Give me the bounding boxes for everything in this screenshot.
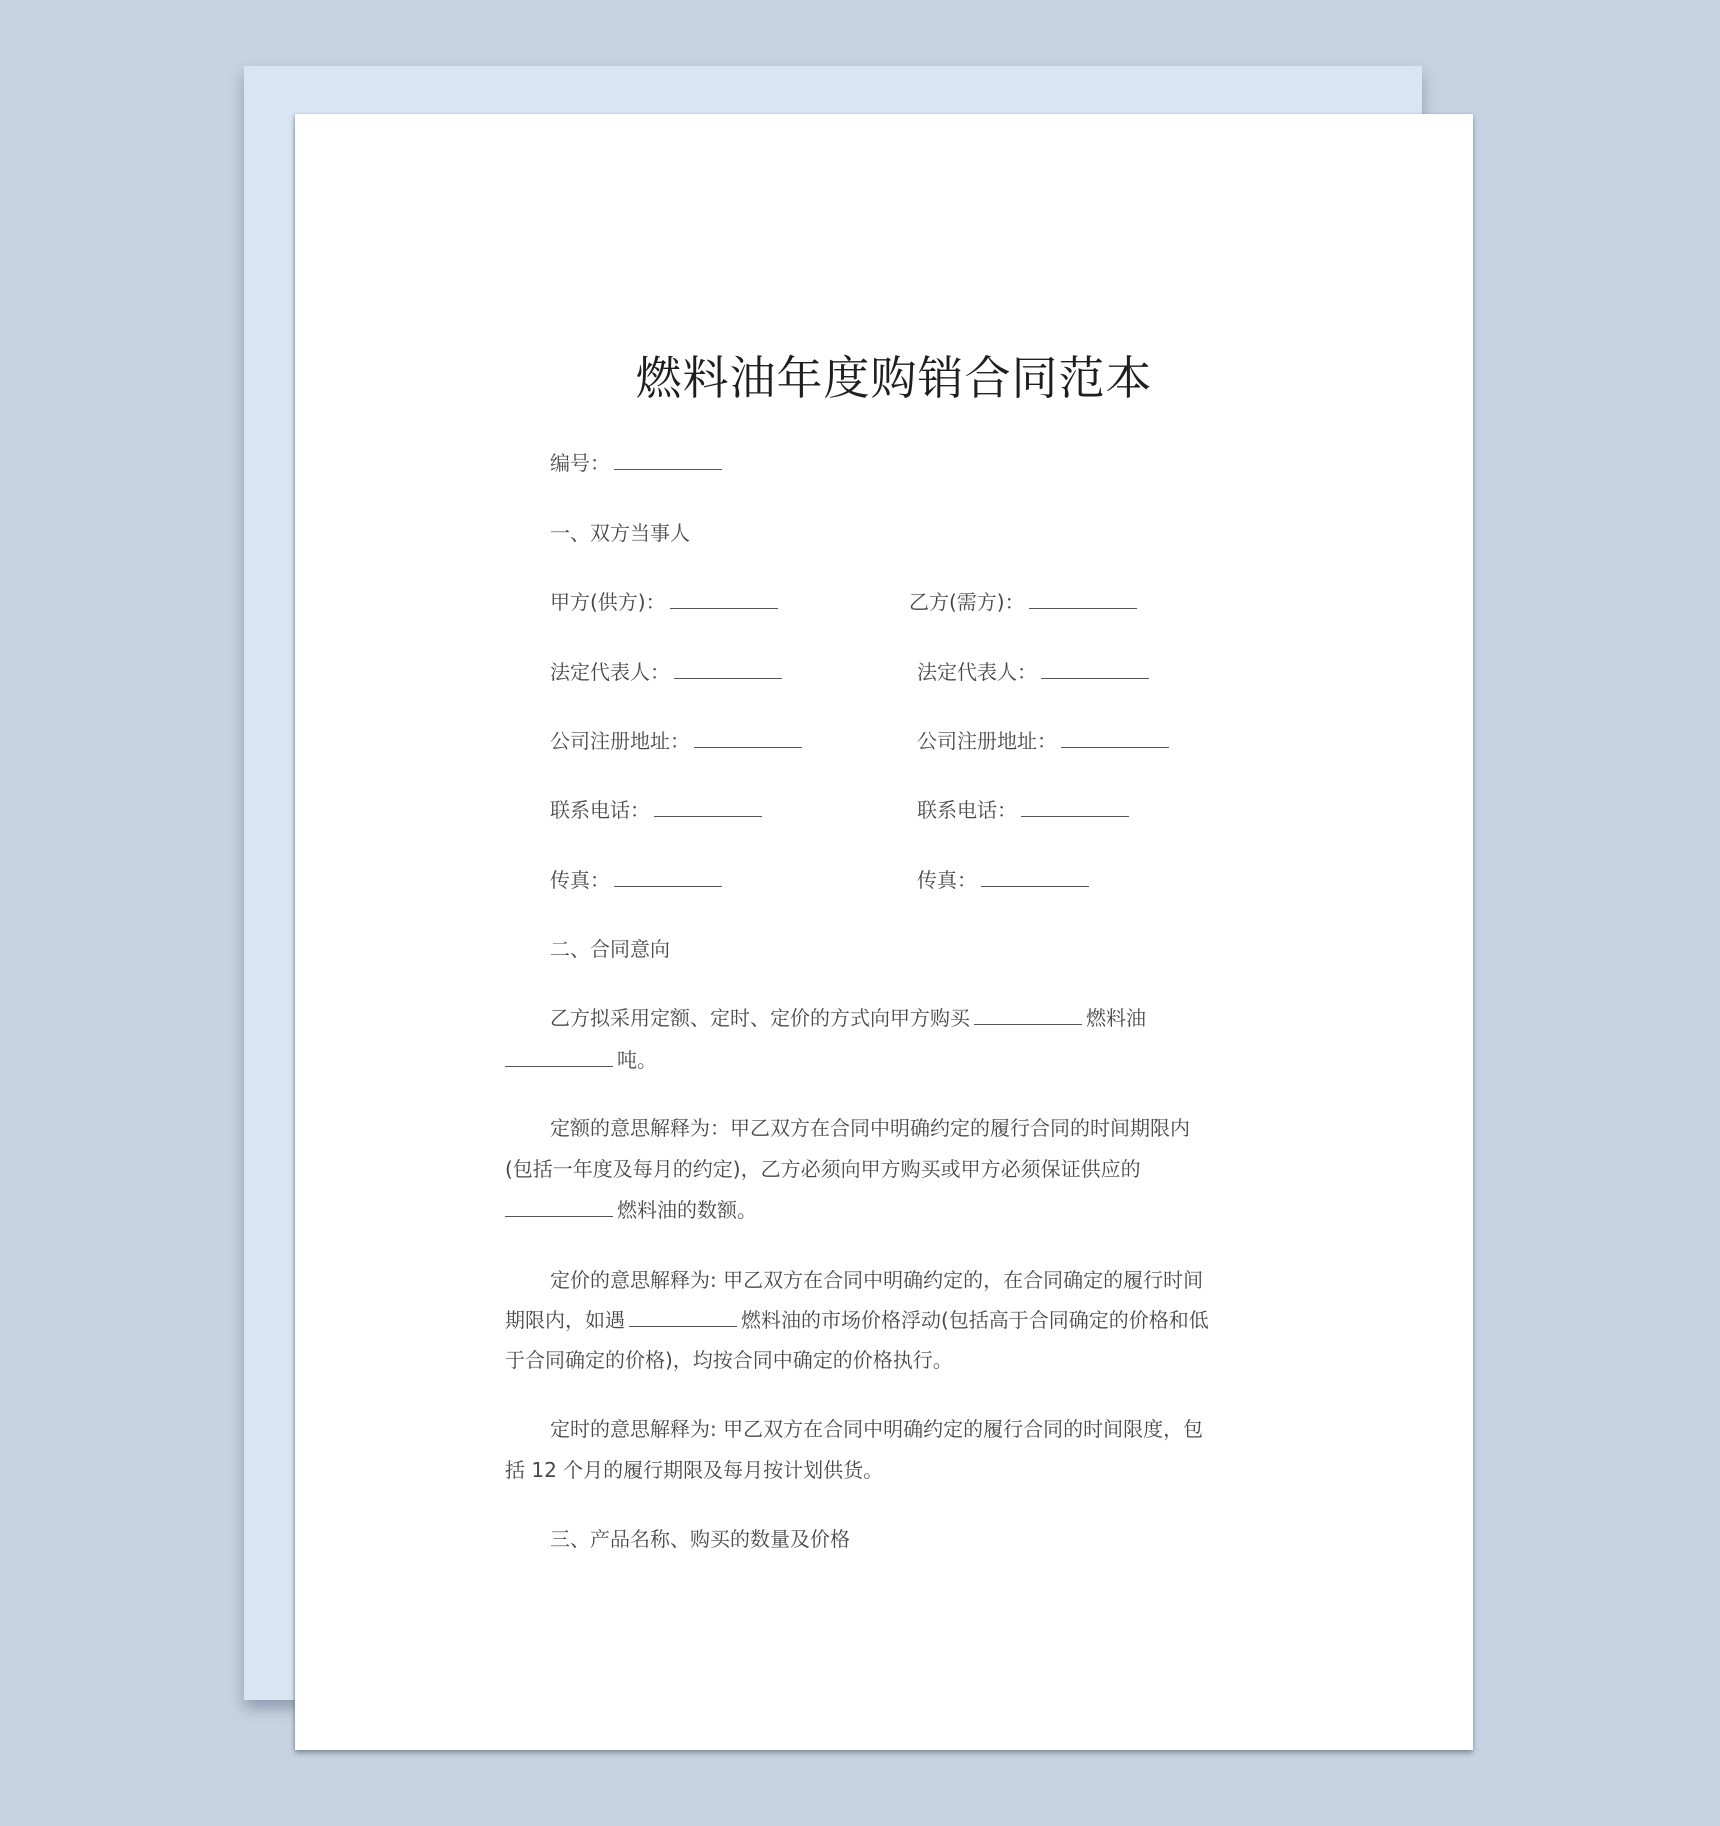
contract-number-label: 编号： [550, 451, 610, 475]
timing-line-1: 定时的意思解释为: 甲乙双方在合同中明确约定的履行合同的时间限度，包 [550, 1417, 1204, 1441]
fax-a-row [550, 867, 726, 893]
party-b-label: 乙方(需方)： [909, 590, 1025, 614]
phone-a-row [550, 797, 766, 823]
section-3-heading: 三、产品名称、购买的数量及价格 [550, 1527, 850, 1551]
intent-text: 乙方拟采用定额、定时、定价的方式向甲方购买 [550, 1006, 970, 1030]
price-text: 期限内，如遇 [505, 1308, 625, 1332]
document-body [295, 114, 1473, 1750]
price-line-3: 于合同确定的价格)，均按合同中确定的价格执行。 [505, 1348, 953, 1372]
fax-b-row [917, 867, 1093, 893]
quota-line-3 [505, 1197, 757, 1223]
quota-line-2: (包括一年度及每月的约定)，乙方必须向甲方购买或甲方必须保证供应的 [505, 1157, 1141, 1181]
address-b-label: 公司注册地址： [917, 729, 1057, 753]
document-title: 燃料油年度购销合同范本 [635, 351, 1153, 405]
intent-line-2 [505, 1047, 657, 1073]
intent-blank-2[interactable] [505, 1049, 613, 1067]
timing-line-2: 括 12 个月的履行期限及每月按计划供货。 [505, 1458, 884, 1482]
party-b-row [909, 589, 1141, 615]
phone-b-blank[interactable] [1021, 799, 1129, 817]
address-a-blank[interactable] [694, 730, 802, 748]
intent-text: 燃料油 [1086, 1006, 1146, 1030]
legal-rep-b-blank[interactable] [1041, 661, 1149, 679]
phone-a-blank[interactable] [654, 799, 762, 817]
legal-rep-a-label: 法定代表人： [550, 660, 670, 684]
party-a-label: 甲方(供方)： [550, 590, 666, 614]
phone-a-label: 联系电话： [550, 798, 650, 822]
address-a-label: 公司注册地址： [550, 729, 690, 753]
legal-rep-a-blank[interactable] [674, 661, 782, 679]
party-b-blank[interactable] [1029, 591, 1137, 609]
intent-blank-1[interactable] [974, 1007, 1082, 1025]
price-blank[interactable] [629, 1309, 737, 1327]
party-a-blank[interactable] [670, 591, 778, 609]
contract-number-blank[interactable] [614, 452, 722, 470]
price-line-1: 定价的意思解释为: 甲乙双方在合同中明确约定的，在合同确定的履行时间 [550, 1268, 1204, 1292]
phone-b-row [917, 797, 1133, 823]
fax-b-blank[interactable] [981, 869, 1089, 887]
section-1-heading: 一、双方当事人 [550, 521, 690, 545]
intent-line-1 [550, 1005, 1146, 1031]
legal-rep-a-row [550, 659, 786, 685]
price-line-2 [505, 1307, 1209, 1333]
price-text: 燃料油的市场价格浮动(包括高于合同确定的价格和低 [741, 1308, 1209, 1332]
address-b-row [917, 728, 1173, 754]
legal-rep-b-label: 法定代表人： [917, 660, 1037, 684]
address-a-row [550, 728, 806, 754]
section-2-heading: 二、合同意向 [550, 937, 670, 961]
quota-blank[interactable] [505, 1199, 613, 1217]
fax-a-blank[interactable] [614, 869, 722, 887]
quota-text: 燃料油的数额。 [617, 1198, 757, 1222]
legal-rep-b-row [917, 659, 1153, 685]
fax-a-label: 传真： [550, 868, 610, 892]
quota-line-1: 定额的意思解释为：甲乙双方在合同中明确约定的履行合同的时间期限内 [550, 1116, 1190, 1140]
phone-b-label: 联系电话： [917, 798, 1017, 822]
party-a-row [550, 589, 782, 615]
address-b-blank[interactable] [1061, 730, 1169, 748]
contract-number-row [550, 450, 726, 476]
fax-b-label: 传真： [917, 868, 977, 892]
document-page [295, 114, 1473, 1750]
intent-text: 吨。 [617, 1048, 657, 1072]
